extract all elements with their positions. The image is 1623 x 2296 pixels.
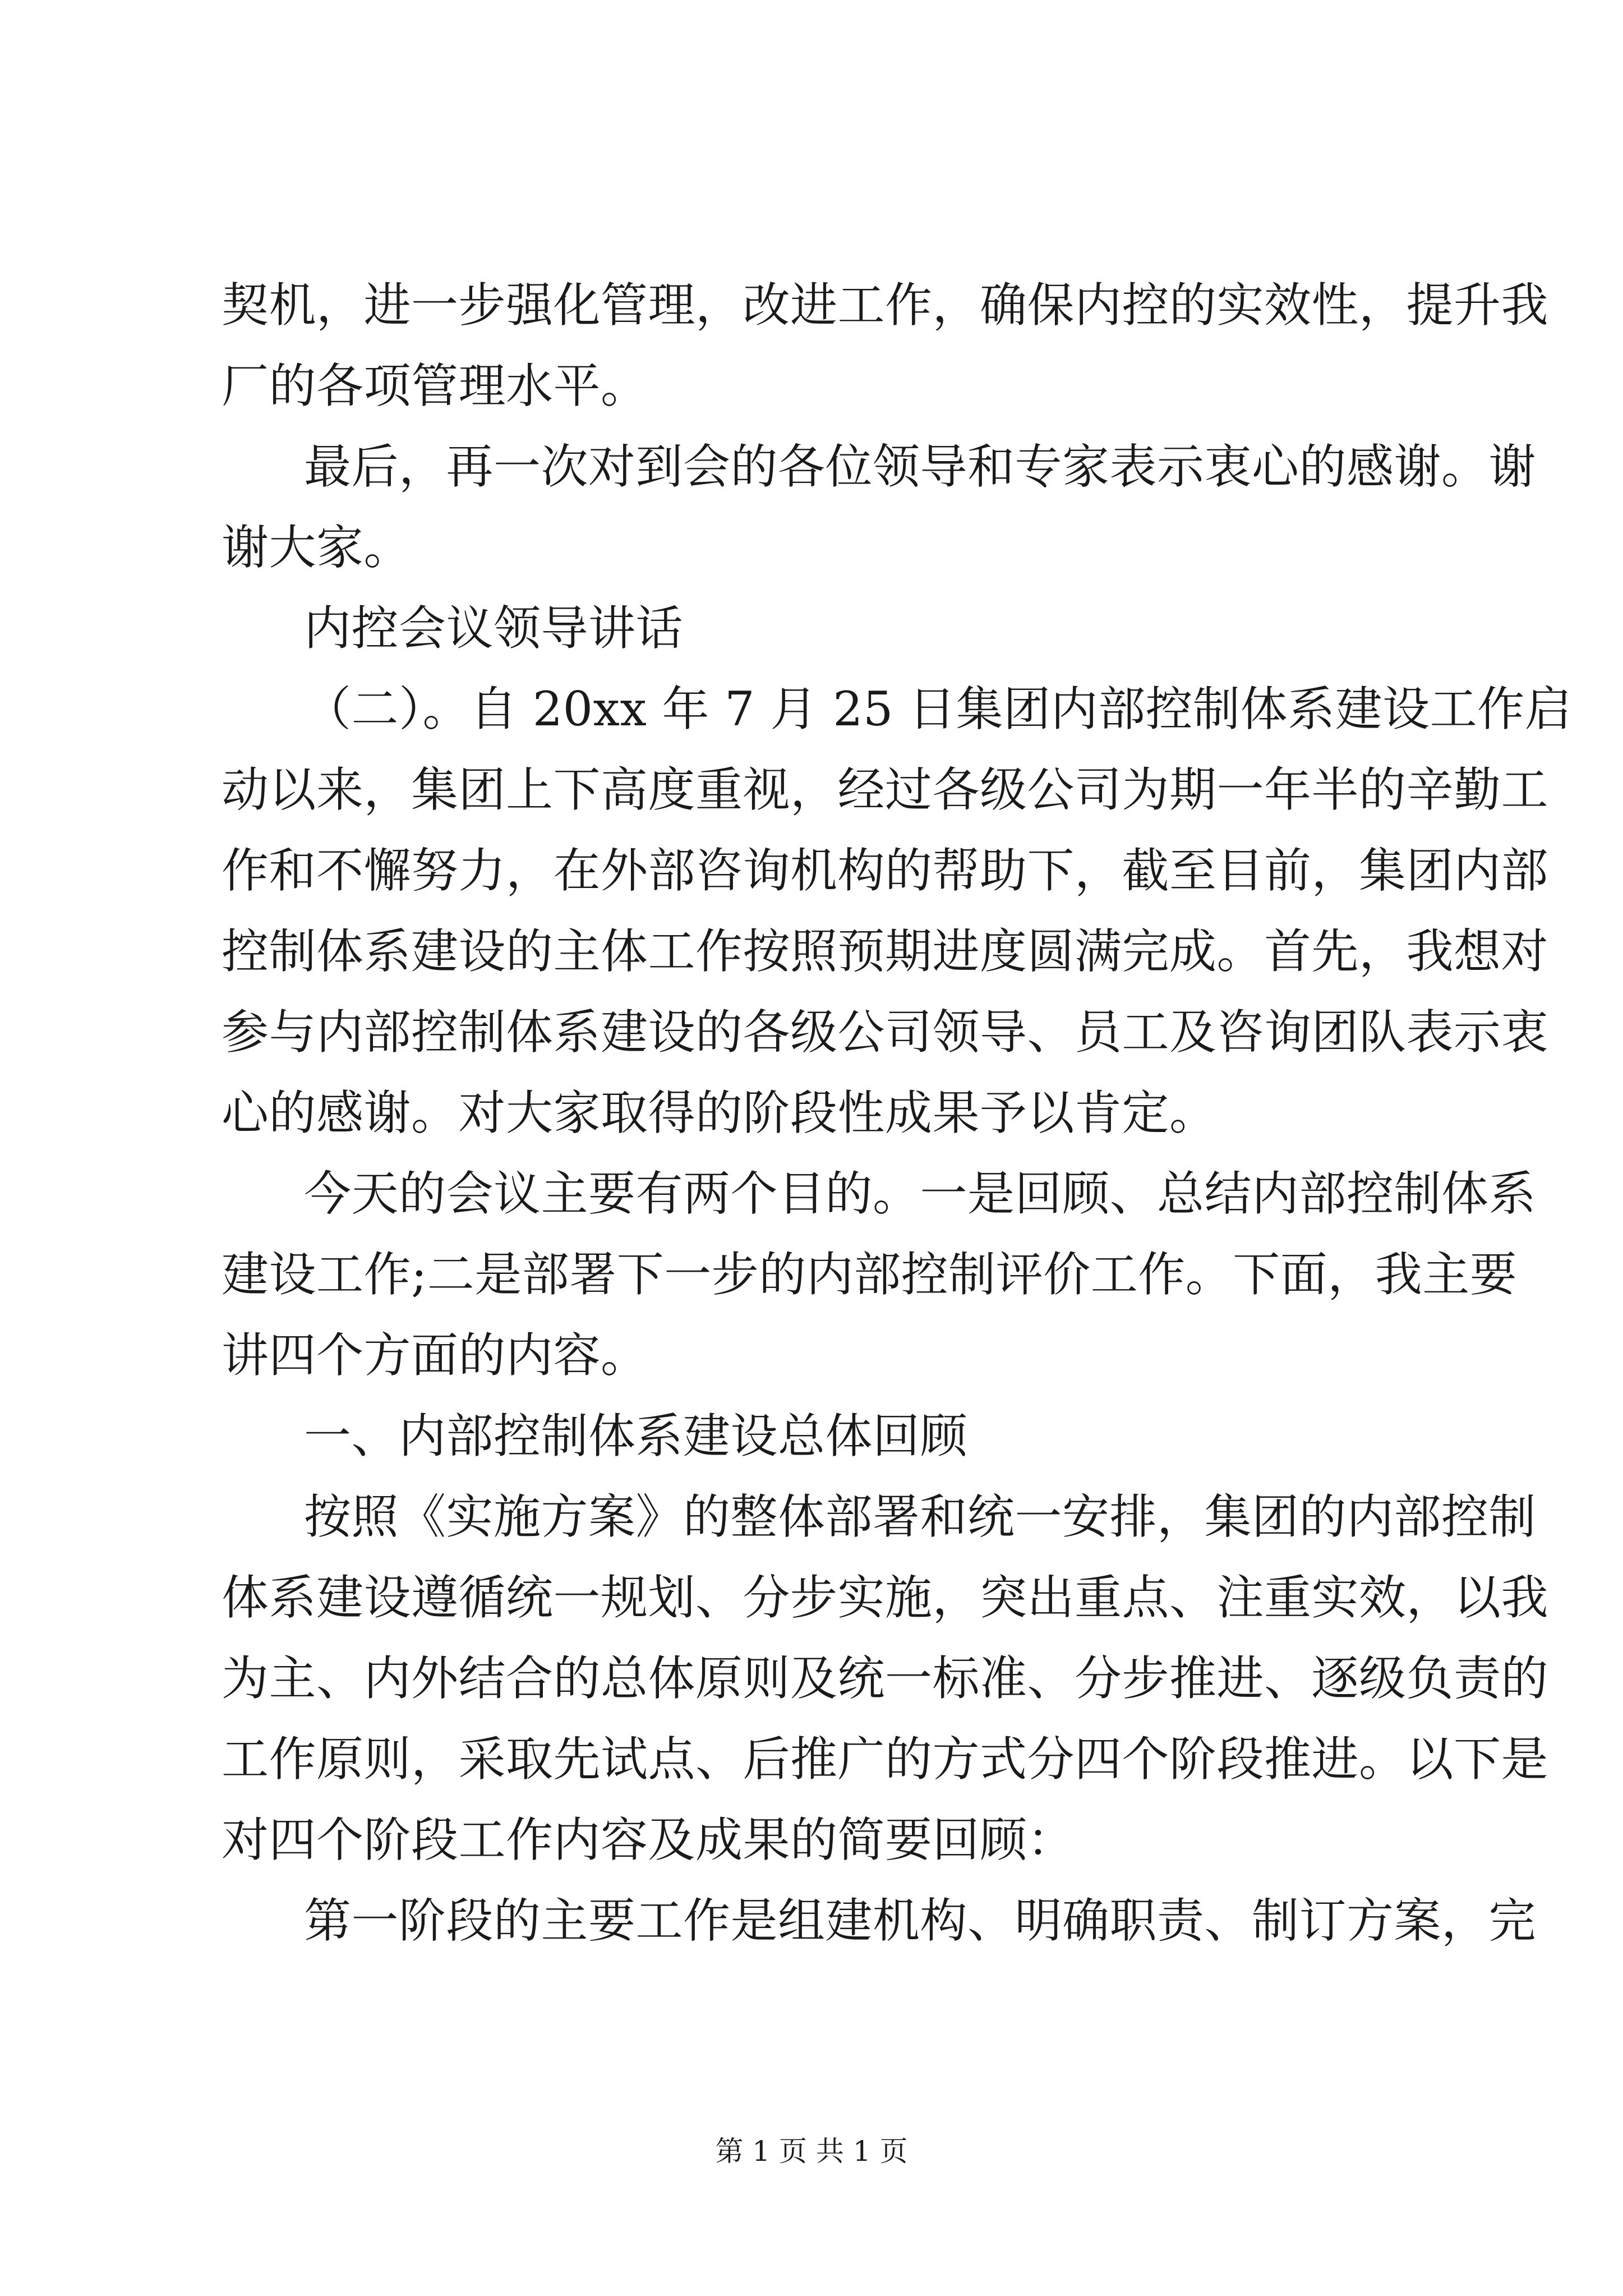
text-line: 作和不懈努力，在外部咨询机构的帮助下，截至目前，集团内部 <box>222 843 1549 898</box>
text-line: 内控会议领导讲话 <box>304 601 684 656</box>
text-line: 契机，进一步强化管理，改进工作，确保内控的实效性，提升我 <box>222 278 1549 333</box>
text-line: 体系建设遵循统一规划、分步实施，突出重点、注重实效，以我 <box>222 1570 1549 1625</box>
text-line: 参与内部控制体系建设的各级公司领导、员工及咨询团队表示衷 <box>222 1005 1549 1060</box>
text-line: 第一阶段的主要工作是组建机构、明确职责、制订方案，完 <box>304 1893 1537 1948</box>
text-line: 为主、内外结合的总体原则及统一标准、分步推进、逐级负责的 <box>222 1651 1549 1706</box>
text-line: 心的感谢。对大家取得的阶段性成果予以肯定。 <box>222 1085 1217 1140</box>
text-line: 动以来，集团上下高度重视，经过各级公司为期一年半的辛勤工 <box>222 762 1549 817</box>
text-line: 对四个阶段工作内容及成果的简要回顾： <box>222 1812 1075 1867</box>
text-line: 按照《实施方案》的整体部署和统一安排，集团的内部控制 <box>304 1489 1537 1544</box>
text-line: 最后，再一次对到会的各位领导和专家表示衷心的感谢。谢 <box>304 439 1537 494</box>
text-line: （二）。自 20xx 年 7 月 25 日集团内部控制体系建设工作启 <box>304 682 1573 737</box>
text-line: 一、内部控制体系建设总体回顾 <box>304 1409 968 1464</box>
text-line: 控制体系建设的主体工作按照预期进度圆满完成。首先，我想对 <box>222 924 1549 979</box>
text-line: 建设工作;二是部署下一步的内部控制评价工作。下面，我主要 <box>222 1247 1518 1302</box>
text-line: 今天的会议主要有两个目的。一是回顾、总结内部控制体系 <box>304 1166 1537 1221</box>
page-footer: 第 1 页 共 1 页 <box>715 2135 908 2168</box>
document-body <box>222 265 1573 1961</box>
text-line: 厂的各项管理水平。 <box>222 358 648 413</box>
text-line: 工作原则，采取先试点、后推广的方式分四个阶段推进。以下是 <box>222 1732 1549 1787</box>
text-line: 谢大家。 <box>222 520 412 575</box>
text-line: 讲四个方面的内容。 <box>222 1328 648 1383</box>
